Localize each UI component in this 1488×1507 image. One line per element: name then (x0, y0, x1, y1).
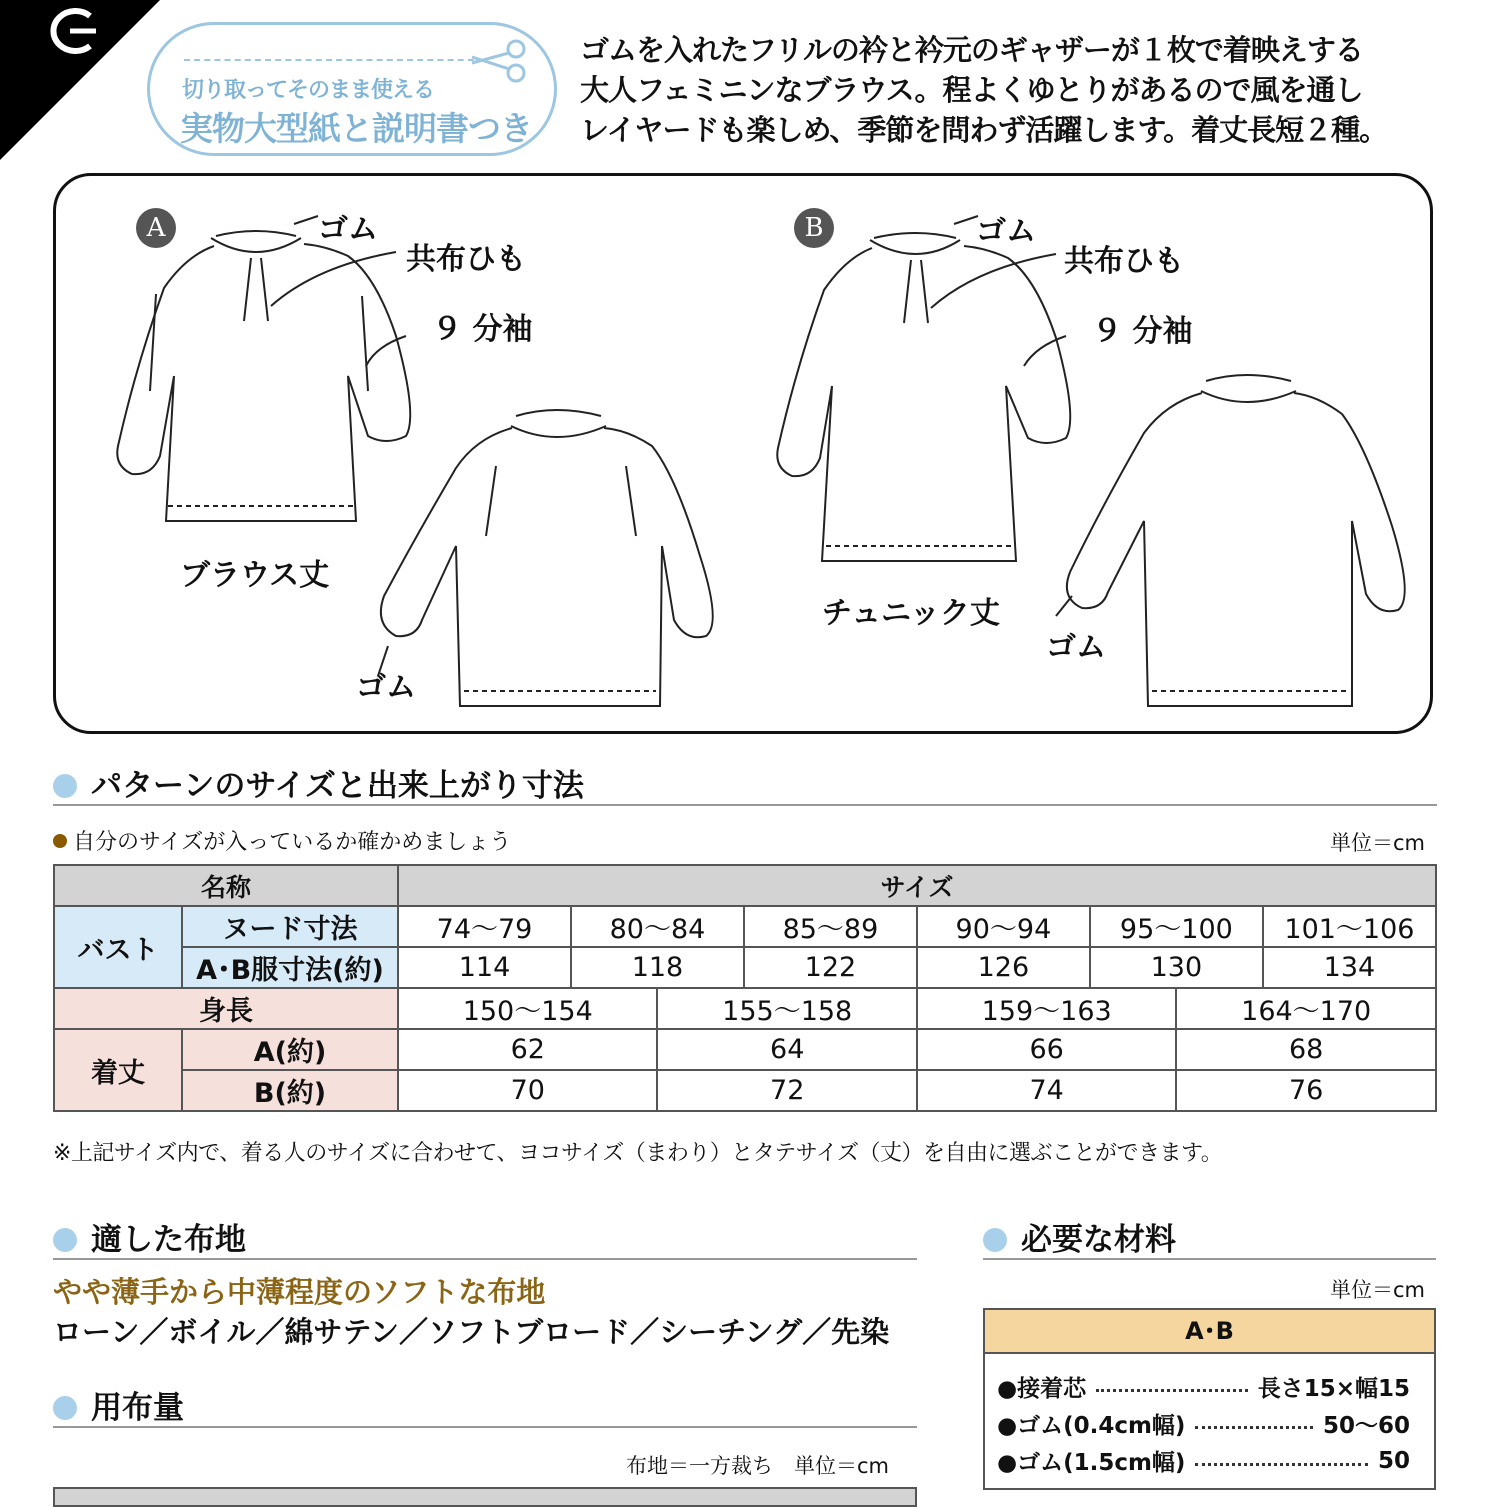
garment-cell: 118 (571, 947, 744, 988)
style-a-badge: A (136, 208, 176, 248)
yardage-unit: 布地＝一方裁ち 単位＝cm (626, 1454, 890, 1478)
b-label: B(約) (182, 1070, 398, 1111)
bust-label: バスト (54, 906, 182, 988)
blouse-a-back-drawing (381, 410, 713, 706)
length-label: 着丈 (54, 1029, 182, 1111)
nude-cell: 95〜100 (1090, 906, 1263, 947)
nude-label: ヌード寸法 (182, 906, 398, 947)
height-cell: 159〜163 (917, 988, 1176, 1029)
badge-title: 実物大型紙と説明書つき (180, 109, 532, 148)
garment-drawings (56, 176, 1430, 731)
a-label: A(約) (182, 1029, 398, 1070)
brand-logo-icon (40, 6, 100, 56)
material-row: ●ゴム(0.4cm幅) 50〜60 (997, 1413, 1410, 1439)
garment-cell: 122 (744, 947, 917, 988)
intro-line: ゴムを入れたフリルの衿と衿元のギャザーが１枚で着映えする (580, 33, 1363, 67)
tunic-b-front-drawing (777, 233, 1070, 561)
length-a-cell: 68 (1176, 1029, 1436, 1070)
fabric-subtitle: やや薄手から中薄程度のソフトな布地 (53, 1275, 546, 1309)
nude-cell: 80〜84 (571, 906, 744, 947)
illustration-panel (53, 173, 1433, 734)
materials-section-title: 必要な材料 (983, 1214, 1176, 1259)
height-cell: 155〜158 (657, 988, 916, 1029)
height-cell: 150〜154 (398, 988, 657, 1029)
materials-header: A･B (985, 1310, 1434, 1354)
badge-subtitle: 切り取ってそのまま使える (182, 78, 435, 103)
bullet-icon (53, 1396, 77, 1420)
size-header: サイズ (398, 865, 1436, 906)
length-a-cell: 62 (398, 1029, 657, 1070)
size-note: 自分のサイズが入っているか確かめましょう (53, 825, 511, 856)
materials-table (983, 1308, 1436, 1490)
bullet-icon (53, 834, 67, 848)
b-length-label: チュニック丈 (822, 596, 1000, 631)
height-label: 身長 (54, 988, 398, 1029)
garment-cell: 126 (917, 947, 1090, 988)
bullet-icon (53, 774, 77, 798)
length-b-cell: 72 (657, 1070, 916, 1111)
materials-unit: 単位＝cm (1330, 1278, 1426, 1302)
garment-cell: 130 (1090, 947, 1263, 988)
b-elastic-label: ゴム (976, 214, 1036, 249)
length-b-cell: 74 (917, 1070, 1176, 1111)
intro-line: レイヤードも楽しめ、季節を問わず活躍します。着丈長短２種。 (580, 113, 1388, 147)
height-cell: 164〜170 (1176, 988, 1436, 1029)
a-sleeve-label: ９ 分袖 (432, 312, 533, 347)
tunic-b-back-drawing (1067, 375, 1405, 706)
pattern-badge (147, 22, 557, 156)
a-length-label: ブラウス丈 (180, 558, 330, 593)
material-row: ●ゴム(1.5cm幅) 50 (997, 1447, 1410, 1476)
garment-label: A･B服寸法(約) (182, 947, 398, 988)
nude-cell: 101〜106 (1263, 906, 1436, 947)
style-b-badge: B (794, 208, 834, 248)
a-tie-label: 共布ひも (406, 242, 526, 277)
yardage-section-title: 用布量 (53, 1382, 184, 1427)
fabric-rule (53, 1258, 917, 1260)
nude-cell: 74〜79 (398, 906, 571, 947)
material-row: ●接着芯 長さ15×幅15 (997, 1376, 1410, 1402)
intro-text (580, 30, 1440, 150)
nude-cell: 90〜94 (917, 906, 1090, 947)
fabric-section-title: 適した布地 (53, 1214, 246, 1259)
a-elastic-label: ゴム (318, 212, 378, 247)
length-b-cell: 76 (1176, 1070, 1436, 1111)
b-back-elastic-label: ゴム (1046, 630, 1106, 665)
scissors-icon (468, 39, 532, 83)
fabric-list: ローン／ボイル／綿サテン／ソフトブロード／シーチング／先染 (53, 1315, 890, 1349)
size-footnote: ※上記サイズ内で、着る人のサイズに合わせて、ヨコサイズ（まわり）とタテサイズ（丈）を自由に選ぶことができます。 (53, 1141, 1223, 1166)
size-unit: 単位＝cm (1330, 831, 1426, 855)
size-table (53, 864, 1437, 1112)
blouse-a-front-drawing (117, 231, 410, 521)
materials-rule (983, 1258, 1436, 1260)
intro-line: 大人フェミニンなブラウス。程よくゆとりがあるので風を通し (580, 73, 1363, 107)
bullet-icon (983, 1228, 1007, 1252)
nude-cell: 85〜89 (744, 906, 917, 947)
size-section-rule (53, 804, 1437, 806)
garment-cell: 114 (398, 947, 571, 988)
garment-cell: 134 (1263, 947, 1436, 988)
name-header: 名称 (54, 865, 398, 906)
b-tie-label: 共布ひも (1064, 244, 1184, 279)
size-section-title: パターンのサイズと出来上がり寸法 (53, 760, 584, 805)
yardage-rule (53, 1426, 917, 1428)
length-a-cell: 66 (917, 1029, 1176, 1070)
a-back-elastic-label: ゴム (356, 670, 416, 705)
cut-line (184, 59, 484, 61)
b-sleeve-label: ９ 分袖 (1092, 314, 1193, 349)
length-a-cell: 64 (657, 1029, 916, 1070)
yardage-table (53, 1487, 917, 1507)
length-b-cell: 70 (398, 1070, 657, 1111)
bullet-icon (53, 1228, 77, 1252)
